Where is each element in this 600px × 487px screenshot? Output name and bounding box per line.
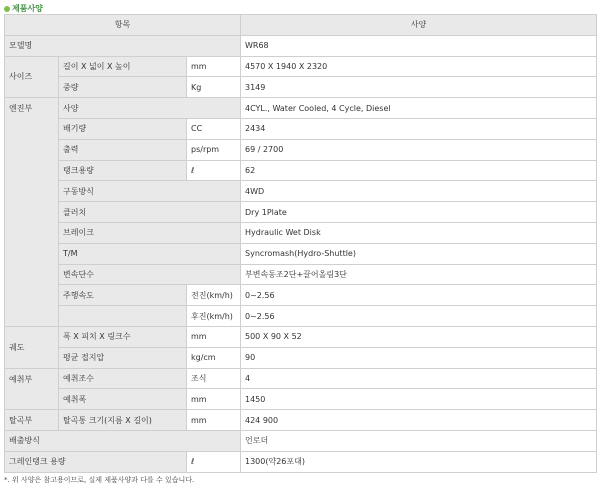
table-row [5, 56, 597, 77]
row-value: Hydraulic Wet Disk [241, 222, 597, 243]
group-label: 탈곡부 [5, 410, 59, 431]
table-row [5, 222, 597, 243]
row-unit: mm [187, 56, 241, 77]
row-unit: mm [187, 326, 241, 347]
table-row [5, 118, 597, 139]
table-row [5, 202, 597, 223]
row-label: 탈곡통 크기(지름 X 길이) [59, 410, 187, 431]
row-label: 그레인탱크 용량 [5, 451, 187, 472]
row-label: 주행속도 [59, 285, 187, 306]
table-row [5, 77, 597, 98]
row-label: 변속단수 [59, 264, 241, 285]
row-value: 4570 X 1940 X 2320 [241, 56, 597, 77]
table-row [5, 368, 597, 389]
table-row [5, 264, 597, 285]
table-row [5, 326, 597, 347]
row-label: 배기량 [59, 118, 187, 139]
row-unit: mm [187, 389, 241, 410]
row-label: 중량 [59, 77, 187, 98]
table-row [5, 430, 597, 451]
row-label: 클러치 [59, 202, 241, 223]
table-row [5, 451, 597, 472]
table-row [5, 410, 597, 431]
row-value: WR68 [241, 35, 597, 56]
footnote: *. 위 사양은 참고용이므로, 실제 제품사양과 다를 수 있습니다. [4, 476, 195, 484]
table-row [5, 181, 597, 202]
row-unit: 후진(km/h) [187, 306, 241, 327]
row-label: 탱크용량 [59, 160, 187, 181]
group-label: 궤도 [5, 326, 59, 368]
row-label: 출력 [59, 139, 187, 160]
table-row [5, 243, 597, 264]
spec-table [4, 14, 597, 473]
row-value: 0~2.56 [241, 285, 597, 306]
row-label: 배출방식 [5, 430, 241, 451]
row-label-empty [59, 306, 187, 327]
row-label: 브레이크 [59, 222, 241, 243]
row-value: 1450 [241, 389, 597, 410]
row-value: 부변속동조2단+끌어올림3단 [241, 264, 597, 285]
row-label: 모델명 [5, 35, 241, 56]
row-label: 평균 접지압 [59, 347, 187, 368]
table-row [5, 35, 597, 56]
table-row [5, 347, 597, 368]
row-value: 4WD [241, 181, 597, 202]
row-label: 예취폭 [59, 389, 187, 410]
header-spec: 사양 [241, 15, 597, 36]
row-unit: ps/rpm [187, 139, 241, 160]
table-row [5, 306, 597, 327]
group-label: 엔진부 [5, 98, 59, 327]
table-row [5, 160, 597, 181]
row-value: 4CYL., Water Cooled, 4 Cycle, Diesel [241, 98, 597, 119]
section-title [4, 3, 43, 14]
row-label: 폭 X 피치 X 링크수 [59, 326, 187, 347]
section-title-text: 제품사양 [12, 4, 43, 13]
table-header-row [5, 15, 597, 36]
row-unit: ℓ [187, 451, 241, 472]
row-value: 90 [241, 347, 597, 368]
row-value: 4 [241, 368, 597, 389]
row-unit: kg/cm [187, 347, 241, 368]
row-value: Dry 1Plate [241, 202, 597, 223]
row-unit: 조식 [187, 368, 241, 389]
row-value: 69 / 2700 [241, 139, 597, 160]
row-label: T/M [59, 243, 241, 264]
row-value: 1300(약26포대) [241, 451, 597, 472]
bullet-icon [4, 6, 10, 12]
table-row [5, 98, 597, 119]
row-unit: mm [187, 410, 241, 431]
row-label: 사양 [59, 98, 241, 119]
row-value: 0~2.56 [241, 306, 597, 327]
row-value: 62 [241, 160, 597, 181]
table-row [5, 139, 597, 160]
group-label: 예취부 [5, 368, 59, 410]
row-unit: ℓ [187, 160, 241, 181]
row-unit: CC [187, 118, 241, 139]
row-label: 길이 X 넓이 X 높이 [59, 56, 187, 77]
row-label: 구동방식 [59, 181, 241, 202]
row-value: Syncromash(Hydro-Shuttle) [241, 243, 597, 264]
row-value: 2434 [241, 118, 597, 139]
row-value: 언로더 [241, 430, 597, 451]
row-value: 3149 [241, 77, 597, 98]
header-item: 항목 [5, 15, 241, 36]
group-label: 사이즈 [5, 56, 59, 98]
row-value: 500 X 90 X 52 [241, 326, 597, 347]
row-label: 예취조수 [59, 368, 187, 389]
table-row [5, 389, 597, 410]
row-unit: Kg [187, 77, 241, 98]
row-value: 424 900 [241, 410, 597, 431]
table-row [5, 285, 597, 306]
row-unit: 전진(km/h) [187, 285, 241, 306]
